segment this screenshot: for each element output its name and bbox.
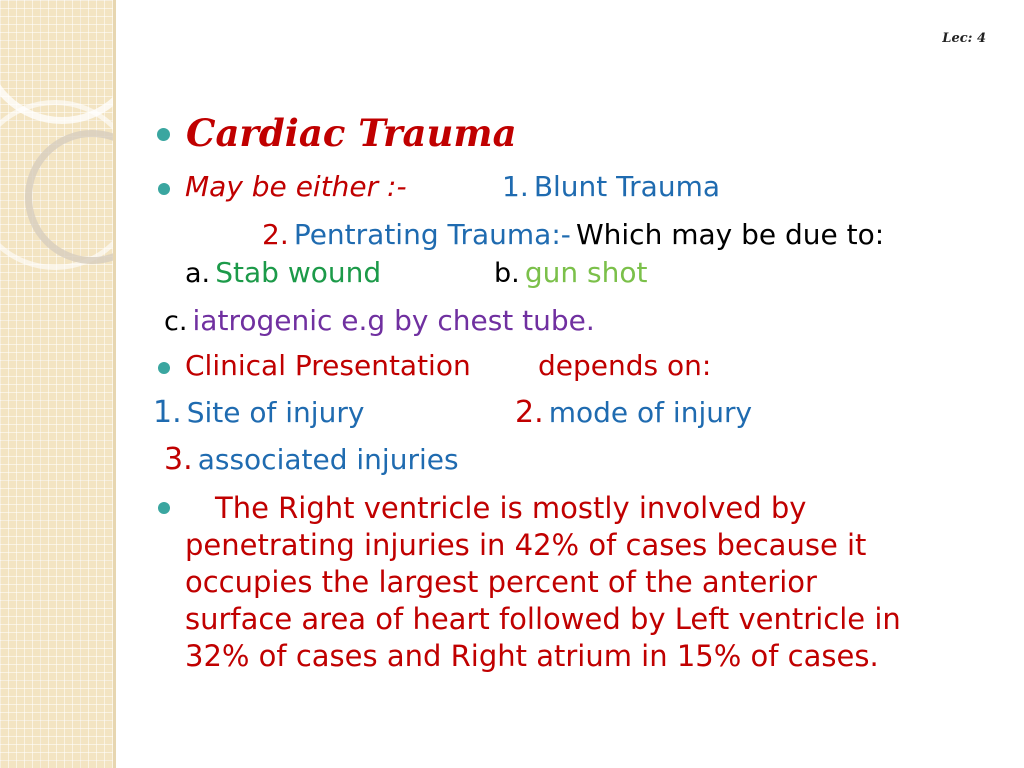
number-3: 3. xyxy=(164,442,193,477)
number-1: 1. xyxy=(153,395,182,430)
paragraph-line: surface area of heart followed by Left ventricle in xyxy=(185,602,901,636)
associated-injuries-text: associated injuries xyxy=(197,443,459,476)
paragraph-line: 32% of cases and Right atrium in 15% of cases. xyxy=(185,639,879,673)
letter-a: a. xyxy=(185,258,211,289)
blunt-trauma-text: Blunt Trauma xyxy=(533,170,721,203)
blunt-trauma-line xyxy=(502,170,720,203)
paragraph-line: The Right ventricle is mostly involved by xyxy=(215,491,807,525)
sidebar-edge xyxy=(113,0,116,768)
letter-c: c. xyxy=(164,306,188,337)
number-1: 1. xyxy=(502,170,529,203)
paragraph-line: occupies the largest percent of the anterior xyxy=(185,565,817,599)
site-of-injury-text: Site of injury xyxy=(186,396,365,429)
paragraph-line: penetrating injuries in 42% of cases because it xyxy=(185,528,867,562)
lecture-label: Lec: 4 xyxy=(942,31,986,46)
clinical-line xyxy=(185,349,471,382)
bullet-icon xyxy=(157,128,170,141)
pentrating-trauma-text: Pentrating Trauma:- xyxy=(293,218,571,251)
bullet-icon xyxy=(158,362,170,374)
due-to-text: Which may be due to: xyxy=(575,218,885,251)
mode-line xyxy=(515,395,752,430)
gun-shot-text: gun shot xyxy=(524,256,648,289)
iatrogenic-text: iatrogenic e.g by chest tube. xyxy=(192,304,595,337)
depends-on-text: depends on: xyxy=(538,349,712,382)
associated-line xyxy=(164,442,459,477)
may-be-either-text: May be either :- xyxy=(185,170,407,203)
bullet-icon xyxy=(158,502,170,514)
iatrogenic-line xyxy=(164,304,595,337)
mode-of-injury-text: mode of injury xyxy=(548,396,753,429)
stab-wound-text: Stab wound xyxy=(215,256,382,289)
stab-line xyxy=(185,256,381,289)
right-ventricle-paragraph xyxy=(185,490,995,675)
bullet-icon xyxy=(158,183,170,195)
clinical-presentation-text: Clinical Presentation xyxy=(185,349,471,382)
letter-b: b. xyxy=(494,258,520,289)
decorative-sidebar xyxy=(0,0,113,768)
number-2: 2. xyxy=(262,218,289,251)
gun-line xyxy=(494,256,647,289)
site-line xyxy=(153,395,364,430)
number-2: 2. xyxy=(515,395,544,430)
depends-line xyxy=(538,349,711,382)
pentrating-line xyxy=(262,218,884,251)
slide-title: Cardiac Trauma xyxy=(186,111,517,155)
may-be-line xyxy=(185,170,407,203)
